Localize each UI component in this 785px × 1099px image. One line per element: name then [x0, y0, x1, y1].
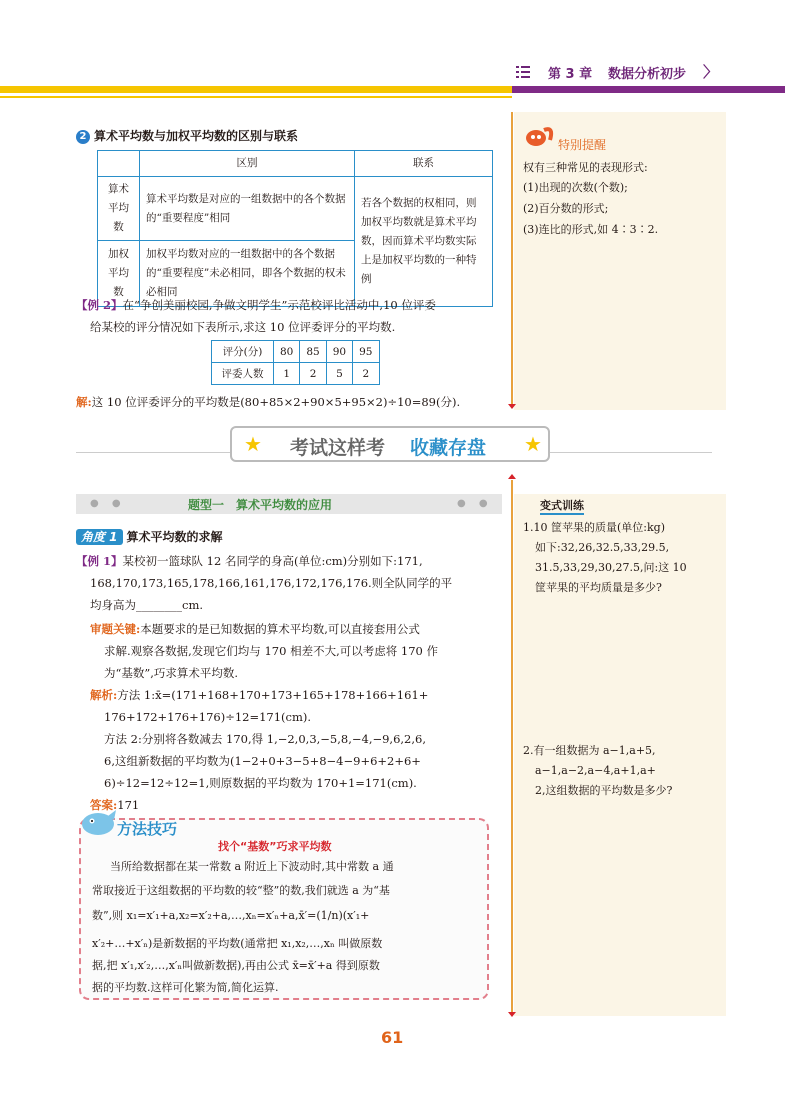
example-tag: 【例 2】 — [76, 298, 123, 312]
practice-q2: 2.有一组数据为 a−1,a+5, — [523, 744, 656, 757]
table-cell: 80 — [274, 341, 300, 363]
header-bar-purple — [512, 86, 785, 93]
practice-q1: 31.5,33,29,30,27.5,问:这 10 — [535, 561, 687, 574]
solution-text: 这 10 位评委评分的平均数是(80+85×2+90×5+95×2)÷10=89(分). — [91, 395, 461, 409]
example2-line2: 给某校的评分情况如下表所示,求这 10 位评委评分的平均数. — [90, 320, 396, 334]
star-icon: ★ — [524, 432, 542, 456]
dots-icon: ● ● — [90, 498, 126, 509]
key-label: 审题关键: — [90, 622, 141, 636]
analysis-label: 解析: — [90, 688, 118, 702]
chevron-right-icon[interactable]: 〉 — [703, 63, 719, 81]
relation-cell: 若各个数据的权相同，则加权平均数就是算术平均数，因而算术平均数实际上是加权平均数的一种特例 — [355, 177, 493, 307]
example-text: 在“争创美丽校园,争做文明学生”示范校评比活动中,10 位评委 — [122, 298, 436, 312]
key-line1 — [90, 618, 420, 640]
table-cell: 1 — [274, 363, 300, 385]
table-cell: 评分(分) — [212, 341, 274, 363]
example-tag: 【例 1】 — [76, 554, 123, 568]
key-text: 本题要求的是已知数据的算术平均数,可以直接套用公式 — [140, 622, 420, 636]
practice-q2: 2,这组数据的平均数是多少? — [535, 784, 673, 797]
section-title-text: 算术平均数与加权平均数的区别与联系 — [94, 129, 299, 143]
solution2 — [76, 391, 460, 413]
sidebar-arrow-icon — [508, 1012, 516, 1017]
header-menu-icon — [516, 66, 530, 78]
chapter-title: 数据分析初步 — [608, 67, 687, 82]
angle-heading — [76, 528, 223, 545]
practice-q2: a−1,a−2,a−4,a+1,a+ — [535, 764, 656, 777]
table-cell: 加权平均数对应的一组数据中的各个数据的“重要程度”未必相同，即各个数据的权未必相同 — [140, 241, 355, 307]
tip-line: 权有三种常见的表现形式: — [523, 161, 648, 174]
analysis-text: 方法 1:x̄=(171+168+170+173+165+178+166+161+ — [117, 688, 429, 702]
angle-title: 算术平均数的求解 — [126, 530, 223, 544]
row-label: 加权平均数 — [98, 241, 140, 307]
tip-line: (2)百分数的形式; — [523, 202, 609, 215]
method-line: x′₂+…+x′ₙ)是新数据的平均数(通常把 x₁,x₂,…,xₙ 叫做原数 — [92, 937, 383, 950]
section-title — [76, 127, 298, 144]
analysis-line5: 6)÷12=12÷12=1,则原数据的平均数为 170+1=171(cm). — [104, 776, 417, 790]
section-number: 2 — [76, 130, 90, 144]
table-cell: 5 — [326, 363, 352, 385]
table-cell: 2 — [353, 363, 379, 385]
analysis-line4: 6,这组新数据的平均数为(1−2+0+3−5+8−4−9+6+2+6+ — [104, 754, 421, 768]
exam-banner — [230, 426, 550, 462]
header-bar-thin — [0, 96, 512, 98]
example1-line2: 168,170,173,165,178,166,161,176,172,176,176.则全队同学的平 — [90, 576, 453, 590]
method-line: 常取接近于这组数据的平均数的较“整”的数,我们就选 a 为“基 — [92, 884, 390, 897]
table-cell: 算术平均数是对应的一组数据中的各个数据的“重要程度”相同 — [140, 177, 355, 241]
method-label: 方法技巧 — [117, 820, 178, 838]
tip-line: (3)连比的形式,如 4∶3∶2. — [523, 223, 659, 236]
example2-line1 — [76, 294, 436, 316]
tip-line: (1)出现的次数(个数); — [523, 181, 628, 194]
star-icon: ★ — [244, 432, 262, 456]
angle-tag: 角度 1 — [76, 529, 123, 545]
tip-title: 特别提醒 — [558, 138, 607, 152]
table-header: 联系 — [355, 151, 493, 177]
analysis-line3: 方法 2:分别将各数减去 170,得 1,−2,0,3,−5,8,−4,−9,6,2,6, — [104, 732, 426, 746]
example1-line3: 均身高为________cm. — [90, 598, 204, 612]
sidebar-top — [514, 112, 726, 410]
sidebar-divider-top — [511, 112, 513, 408]
practice-label: 变式训练 — [540, 497, 584, 515]
score-table — [211, 340, 380, 385]
page-number: 61 — [381, 1028, 404, 1047]
dots-icon: ● ● — [457, 498, 493, 509]
table-cell: 95 — [353, 341, 379, 363]
sidebar-divider-bottom — [511, 480, 513, 1012]
banner-right-text: 收藏存盘 — [410, 437, 487, 459]
table-cell: 90 — [326, 341, 352, 363]
example1-line1 — [76, 550, 423, 572]
type-title: 题型一 算术平均数的应用 — [188, 498, 333, 512]
method-line: 当所给数据都在某一常数 a 附近上下波动时,其中常数 a 通 — [110, 860, 394, 873]
row-label: 算术平均数 — [98, 177, 140, 241]
table-cell: 2 — [300, 363, 326, 385]
squirrel-icon — [524, 124, 554, 148]
method-title: 找个“基数”巧求平均数 — [218, 840, 332, 853]
answer-value: 171 — [117, 798, 140, 812]
practice-q1: 1.10 筐苹果的质量(单位:kg) — [523, 521, 665, 534]
table-cell: 85 — [300, 341, 326, 363]
method-line: 数”,则 x₁=x′₁+a,x₂=x′₂+a,…,xₙ=x′ₙ+a,x̄′=(1/n)(x′₁+ — [92, 909, 370, 922]
example-text: 某校初一篮球队 12 名同学的身高(单位:cm)分别如下:171, — [122, 554, 423, 568]
header-bar-yellow — [0, 86, 512, 93]
practice-q1: 筐苹果的平均质量是多少? — [535, 581, 662, 594]
sidebar-arrow-icon — [508, 474, 516, 479]
method-line: 据,把 x′₁,x′₂,…,x′ₙ叫做新数据),再由公式 x̄=x̄′+a 得到原数 — [92, 959, 380, 972]
practice-q1: 如下:32,26,32.5,33,29.5, — [535, 541, 670, 554]
method-line: 据的平均数.这样可化繁为简,简化运算. — [92, 981, 279, 994]
key-line2: 求解.观察各数据,发现它们均与 170 相差不大,可以考虑将 170 作 — [104, 644, 438, 658]
banner-left-text: 考试这样考 — [290, 437, 386, 459]
analysis-line1 — [90, 684, 428, 706]
dolphin-icon — [78, 806, 118, 840]
table-header: 区别 — [140, 151, 355, 177]
key-line3: 为“基数”,巧求算术平均数. — [104, 666, 239, 680]
comparison-table — [97, 150, 493, 307]
table-cell: 评委人数 — [212, 363, 274, 385]
solution-label: 解: — [76, 395, 92, 409]
answer-label: 答案: — [90, 798, 118, 812]
sidebar-arrow-icon — [508, 404, 516, 409]
chapter-label: 第 3 章 — [548, 67, 593, 82]
analysis-line2: 176+172+176+176)÷12=171(cm). — [104, 710, 312, 724]
